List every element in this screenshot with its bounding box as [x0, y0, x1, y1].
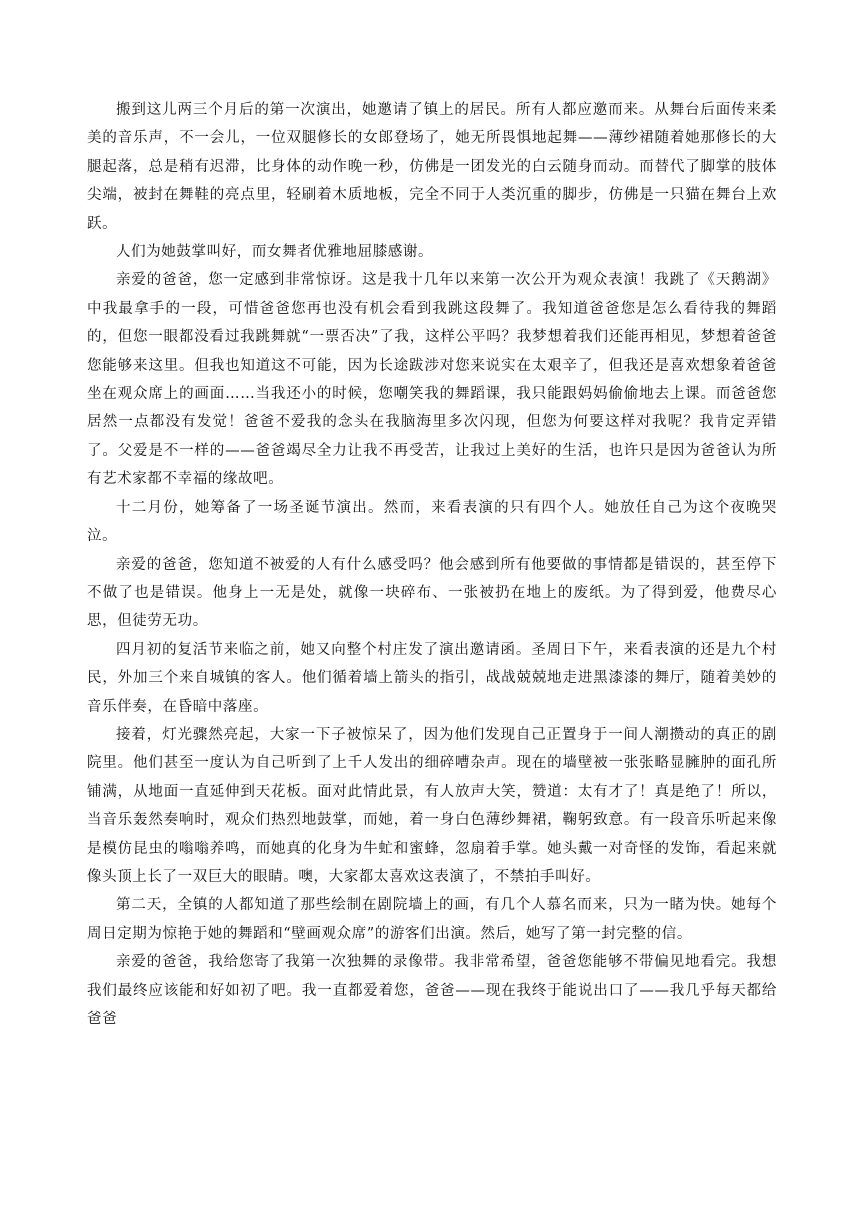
article-body	[87, 96, 777, 1033]
paragraph-3: 亲爱的爸爸，您一定感到非常惊讶。这是我十几年以来第一次公开为观众表演！我跳了《天鹅湖》中我最拿手的一段，可惜爸爸您再也没有机会看到我跳这段舞了。我知道爸爸您是怎么看待我的舞蹈的，但您一眼都没看过我跳舞就“一票否决”了我，这样公平吗？我梦想着我们还能再相见，梦想着爸爸您能够来这里。但我也知道这不可能，因为长途跋涉对您来说实在太艰辛了，但我还是喜欢想象着爸爸坐在观众席上的画面……当我还小的时候，您嘲笑我的舞蹈课，我只能跟妈妈偷偷地去上课。而爸爸您居然一点都没有发觉！爸爸不爱我的念头在我脑海里多次闪现，但您为何要这样对我呢？我肯定弄错了。父爱是不一样的——爸爸竭尽全力让我不再受苦，让我过上美好的生活，也许只是因为爸爸认为所有艺术家都不幸福的缘故吧。	[87, 272, 777, 488]
paragraph-1: 搬到这儿两三个月后的第一次演出，她邀请了镇上的居民。所有人都应邀而来。从舞台后面传来柔美的音乐声，不一会儿，一位双腿修长的女郎登场了，她无所畏惧地起舞——薄纱裙随着她那修长的大腿起落，总是稍有迟滞，比身体的动作晚一秒，仿佛是一团发光的白云随身而动。而替代了脚掌的肢体尖端，被封在舞鞋的亮点里，轻刷着木质地板，完全不同于人类沉重的脚步，仿佛是一只猫在舞台上欢跃。	[87, 102, 777, 232]
paragraph-2: 人们为她鼓掌叫好，而女舞者优雅地屈膝感谢。	[116, 244, 434, 261]
paragraph-4: 十二月份，她筹备了一场圣诞节演出。然而，来看表演的只有四个人。她放任自己为这个夜晚哭泣。	[87, 499, 777, 545]
paragraph-6: 四月初的复活节来临之前，她又向整个村庄发了演出邀请函。圣周日下午，来看表演的还是九个村民，外加三个来自城镇的客人。他们循着墙上箭头的指引，战战兢兢地走进黑漆漆的舞厅，随着美妙的音乐伴奏，在昏暗中落座。	[87, 641, 777, 715]
paragraph-5: 亲爱的爸爸，您知道不被爱的人有什么感受吗？他会感到所有他要做的事情都是错误的，甚至停下不做了也是错误。他身上一无是处，就像一块碎布、一张被扔在地上的废纸。为了得到爱，他费尽心思，但徒劳无功。	[87, 556, 777, 630]
paragraph-7: 接着，灯光骤然亮起，大家一下子被惊呆了，因为他们发现自己正置身于一间人潮攒动的真正的剧院里。他们甚至一度认为自己听到了上千人发出的细碎嘈杂声。现在的墙壁被一张张略显臃肿的面孔所铺满，从地面一直延伸到天花板。面对此情此景，有人放声大笑，赞道：太有才了！真是绝了！所以，当音乐轰然奏响时，观众们热烈地鼓掌，而她，着一身白色薄纱舞裙，鞠躬致意。有一段音乐听起来像是模仿昆虫的嗡嗡养鸣，而她真的化身为牛虻和蜜蜂，忽扇着手掌。她头戴一对奇怪的发饰，看起来就像头顶上长了一双巨大的眼睛。噢，大家都太喜欢这表演了，不禁拍手叫好。	[87, 726, 777, 885]
paragraph-8: 第二天，全镇的人都知道了那些绘制在剧院墙上的画，有几个人慕名而来，只为一睹为快。她每个周日定期为惊艳于她的舞蹈和“壁画观众席”的游客们出演。然后，她写了第一封完整的信。	[87, 897, 777, 942]
paragraph-9: 亲爱的爸爸，我给您寄了我第一次独舞的录像带。我非常希望，爸爸您能够不带偏见地看完。我想我们最终应该能和好如初了吧。我一直都爱着您，爸爸——现在我终于能说出口了——我几乎每天都给爸爸	[87, 954, 777, 1027]
